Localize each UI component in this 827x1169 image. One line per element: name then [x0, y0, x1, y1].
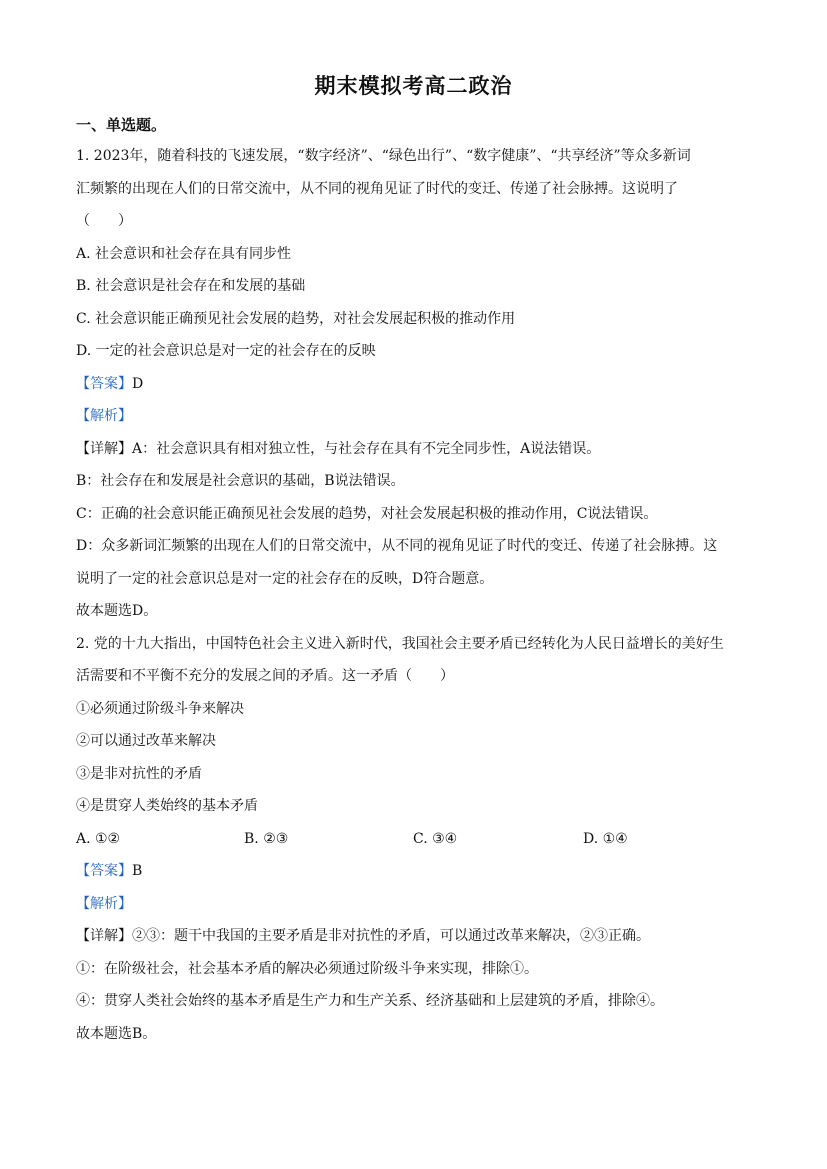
q2-item-1: ①必须通过阶级斗争来解决 [76, 700, 244, 717]
q2-detail-2: ①：在阶级社会，社会基本矛盾的解决必须通过阶级斗争来实现，排除①。 [76, 960, 538, 977]
q1-answer-value: D [132, 375, 144, 392]
q1-detail-d-line-2: 说明了一定的社会意识总是对一定的社会存在的反映，D符合题意。 [76, 570, 494, 587]
q2-option-b: B. ②③ [244, 830, 289, 847]
q2-option-c: C. ③④ [413, 830, 458, 847]
q1-detail-a [76, 437, 752, 470]
q1-option-a: A. 社会意识和社会存在具有同步性 [76, 245, 292, 262]
q2-item-4: ④是贯穿人类始终的基本矛盾 [76, 798, 258, 814]
answer-tag: 【答案】 [76, 863, 132, 879]
q2-item-2: ②可以通过改革来解决 [76, 733, 216, 749]
q2-options-row [76, 827, 752, 860]
q2-detail-1 [76, 924, 752, 957]
q2-conclusion: 故本题选B。 [76, 1025, 157, 1042]
question-content [76, 144, 752, 1054]
q1-detail-a-text: A：社会意识具有相对独立性，与社会存在具有不完全同步性，A说法错误。 [132, 440, 601, 457]
q1-option-d: D. 一定的社会意识总是对一定的社会存在的反映 [76, 343, 376, 359]
q1-answer [76, 372, 752, 405]
q2-analysis-heading [76, 892, 752, 925]
q1-conclusion: 故本题选D。 [76, 603, 158, 619]
q2-stem-line-1: 2. 党的十九大指出，中国特色社会主义进入新时代，我国社会主要矛盾已经转化为人民日益增长的美好生 [76, 635, 724, 652]
detail-tag: 【详解】 [76, 928, 132, 944]
detail-tag: 【详解】 [76, 440, 132, 457]
q1-stem-line-1: 1. 2023年，随着科技的飞速发展，“数字经济”、“绿色出行”、“数字健康”、“共享经济”等众多新词 [76, 148, 691, 164]
q2-option-a: A. ①② [76, 830, 121, 847]
q1-detail-c: C：正确的社会意识能正确预见社会发展的趋势，对社会发展起积极的推动作用，C说法错误。 [76, 505, 658, 522]
q1-detail-d-line-1: D：众多新词汇频繁的出现在人们的日常交流中，从不同的视角见证了时代的变迁、传递了社会脉搏。这 [76, 538, 718, 554]
q1-detail-b: B：社会存在和发展是社会意识的基础，B说法错误。 [76, 473, 405, 489]
q1-answer-parentheses: （ ） [76, 213, 132, 229]
q2-answer-value: B [132, 863, 143, 879]
answer-tag: 【答案】 [76, 375, 132, 392]
section-heading: 一、单选题。 [76, 116, 167, 134]
analysis-tag: 【解析】 [76, 408, 132, 424]
q2-stem-line-2: 活需要和不平衡不充分的发展之间的矛盾。这一矛盾（ ） [76, 668, 454, 684]
q1-stem-line-2: 汇频繁的出现在人们的日常交流中，从不同的视角见证了时代的变迁、传递了社会脉搏。这说明了 [76, 180, 678, 197]
page-title: 期末模拟考高二政治 [314, 73, 513, 98]
q2-answer [76, 859, 752, 892]
q2-option-d: D. ①④ [583, 830, 628, 847]
q2-detail-1-text: ②③：题干中我国的主要矛盾是非对抗性的矛盾，可以通过改革来解决，②③正确。 [132, 928, 650, 944]
analysis-tag: 【解析】 [76, 895, 132, 912]
q1-analysis-heading [76, 404, 752, 437]
q1-option-c: C. 社会意识能正确预见社会发展的趋势，对社会发展起积极的推动作用 [76, 310, 516, 327]
q2-detail-3: ④：贯穿人类社会始终的基本矛盾是生产力和生产关系、经济基础和上层建筑的矛盾，排除④。 [76, 993, 664, 1009]
q1-option-b: B. 社会意识是社会存在和发展的基础 [76, 278, 306, 294]
q2-item-3: ③是非对抗性的矛盾 [76, 765, 202, 782]
